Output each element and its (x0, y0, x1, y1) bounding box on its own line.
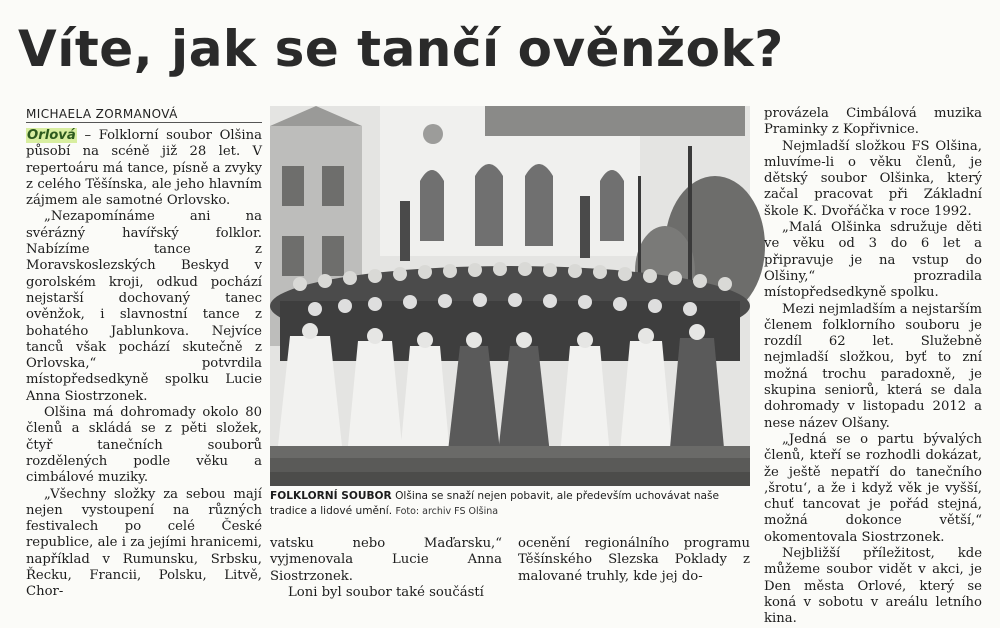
article-byline: MICHAELA ZORMANOVÁ (26, 107, 178, 121)
article-column-4 (764, 106, 982, 627)
paragraph: „Malá Olšinka sdružuje děti ve věku od 3 do 6 let a připravuje je na vstup do Olšiny,“ prozradila místopředsedkyně spolku. (764, 220, 982, 301)
article-dateline: Orlová (27, 128, 76, 143)
caption-lead: FOLKLORNÍ SOUBOR (270, 490, 392, 502)
paragraph: Olšina má dohromady okolo 80 členů a skládá se z pěti složek, čtyř tanečních souborů rozdělených podle věku a cimbálové muziky. (26, 405, 262, 486)
paragraph: vatsku nebo Maďarsku,“ vyjmenovala Lucie Anna Siostrzonek. (270, 536, 502, 584)
photo-caption (270, 489, 750, 519)
article-column-1 (26, 128, 262, 612)
article-headline: Víte, jak se tančí ověnžok? (18, 20, 784, 78)
byline-divider (26, 122, 262, 123)
article-photo (270, 106, 750, 486)
caption-text: Olšina se snaží nejen pobavit, ale především uchovávat naše tradice a lidové umění. (270, 490, 720, 517)
paragraph: Nejmladší složkou FS Olšina, mluvíme-li o věku členů, je dětský soubor Olšinka, který začal pracovat při Základní škole K. Dvořáčka v roce 1992. (764, 138, 982, 219)
paragraph: „Nezapomínáme ani na svérázný havířský folklor. Nabízíme tance z Moravskoslezských Beskyd v gorolském kroji, odkud pochází nejstarší dochovaný tanec ověnžok, i slavnostní tance z bohatého Jablunkova. Nejvíce tanců však pochází skutečně z Orlovska,“ potvrdila místopředsedkyně spolku Lucie Anna Siostrzonek. (26, 209, 262, 404)
paragraph: „Všechny složky za sebou mají nejen vystoupení na různých festivalech po celé České republice, ale i za jejími hranicemi, například v Rumunsku, Srbsku, Řecku, Francii, Polsku, Litvě, Chor- (26, 486, 262, 600)
article-column-2 (270, 536, 502, 601)
photo-credit: Foto: archiv FS Olšina (395, 506, 499, 517)
paragraph: Loni byl soubor také součástí (288, 584, 484, 600)
paragraph-text: – Folklorní soubor Olšina působí na scéně již 28 let. V repertoáru má tance, písně a zvyky z celého Těšínska, ale jeho hlavním zájmem ale samotné Orlovsko. (26, 128, 262, 209)
paragraph: Mezi nejmladším a nejstarším členem folklorního souboru je rozdíl 62 let. Služebně nejmladší složkou, byť to zní možná trochu paradoxně, je skupina seniorů, která se dala dohromady v listopadu 2012 a nese název Olšany. (764, 301, 982, 431)
article-column-3 (518, 536, 750, 585)
paragraph: Nejbližší příležitost, kde můžeme soubor vidět v akci, je Den města Orlové, který se koná v sobotu v areálu letního kina. (764, 546, 982, 627)
paragraph: „Jedná se o partu bývalých členů, kteří se rozhodli dokázat, že ještě nepatří do tanečního ‚šrotu‘, a že i když věk je vyšší, chuť tancovat je pořád stejná, možná dokonce větší,“ okomentovala Siostrzonek. (764, 431, 982, 545)
lead-paragraph (26, 128, 262, 209)
paragraph: ocenění regionálního programu Těšínského Slezska Poklady z malované truhly, kde jej do- (518, 536, 750, 584)
paragraph: provázela Cimbálová muzika Praminky z Kopřivnice. (764, 106, 982, 138)
folklore-group-photo-illustration (270, 106, 750, 486)
